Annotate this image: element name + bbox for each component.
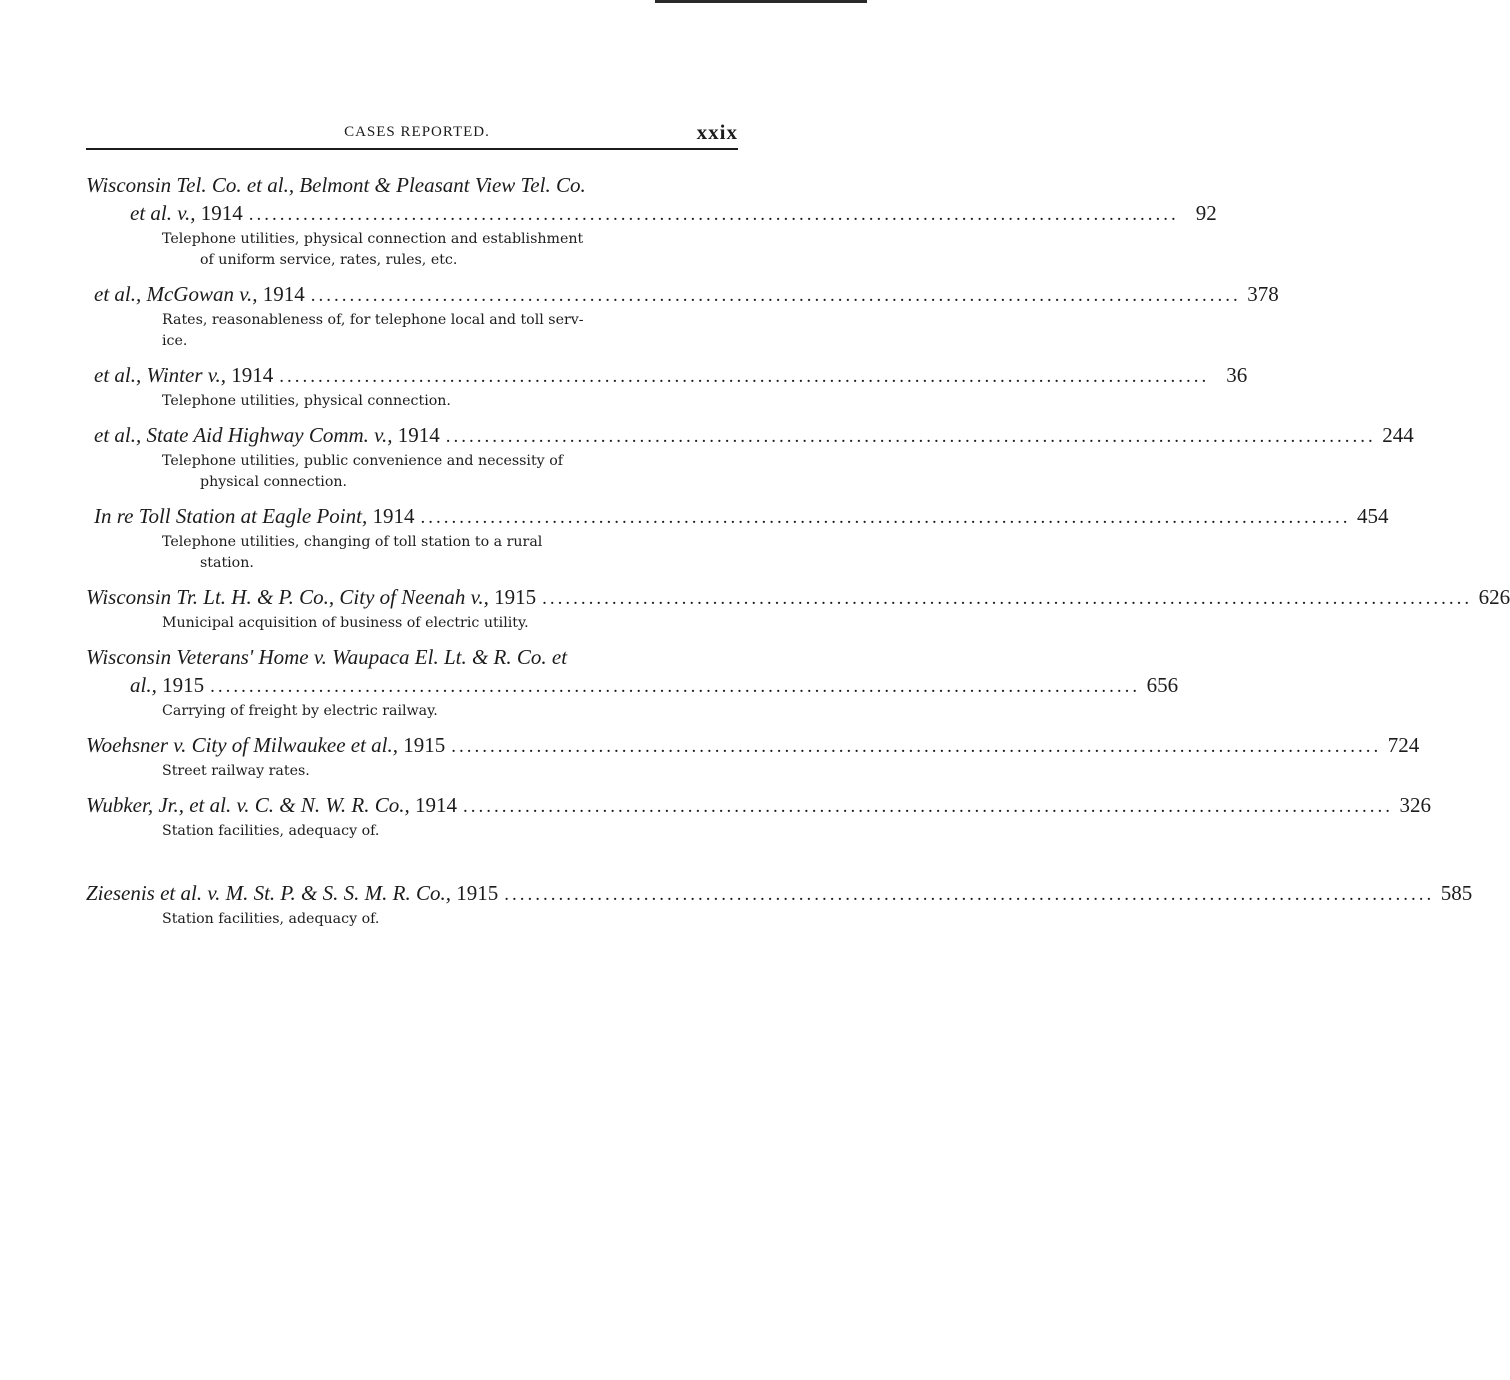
case-title: al., bbox=[130, 673, 157, 697]
case-line bbox=[86, 879, 1473, 909]
case-description bbox=[162, 391, 692, 412]
dot-leader: ........................................................................................................................ bbox=[210, 676, 1141, 697]
description-line: Station facilities, adequacy of. bbox=[162, 911, 380, 927]
case-description bbox=[162, 229, 692, 271]
dot-leader: ........................................................................................................................ bbox=[310, 285, 1241, 306]
description-line: Municipal acquisition of business of electric utility. bbox=[162, 615, 529, 631]
case-line bbox=[86, 502, 1389, 532]
case-entry bbox=[86, 171, 1217, 271]
case-line bbox=[86, 421, 1414, 451]
case-year: 1915 bbox=[494, 585, 537, 609]
case-line bbox=[86, 280, 1279, 310]
case-title: In re Toll Station at Eagle Point, bbox=[94, 504, 368, 528]
case-year: 1915 bbox=[456, 881, 499, 905]
case-entry bbox=[86, 643, 1179, 722]
case-title: Wubker, Jr., et al. v. C. & N. W. R. Co., bbox=[86, 793, 410, 817]
description-line: Carrying of freight by electric railway. bbox=[162, 703, 438, 719]
case-entry bbox=[86, 731, 1420, 782]
case-description bbox=[162, 310, 692, 352]
description-line: Telephone utilities, physical connection and establishment bbox=[162, 231, 584, 247]
case-entry bbox=[86, 791, 1431, 842]
case-entry bbox=[86, 361, 1248, 412]
case-title: et al., State Aid Highway Comm. v., bbox=[94, 423, 393, 447]
case-description bbox=[162, 532, 692, 574]
case-page: 378 bbox=[1247, 282, 1279, 306]
case-page: 326 bbox=[1399, 793, 1431, 817]
running-title: CASES REPORTED. bbox=[344, 124, 490, 140]
case-year: 1914 bbox=[262, 282, 305, 306]
description-line: Rates, reasonableness of, for telephone local and toll serv- bbox=[162, 312, 584, 328]
case-year: 1915 bbox=[403, 733, 446, 757]
case-year: 1914 bbox=[397, 423, 440, 447]
case-description bbox=[162, 451, 692, 493]
case-page: 36 bbox=[1226, 363, 1248, 387]
case-description bbox=[162, 701, 692, 722]
case-title: et al., McGowan v., bbox=[94, 282, 258, 306]
page-number: xxix bbox=[696, 120, 738, 144]
case-title-continuation bbox=[86, 671, 1179, 701]
case-line bbox=[86, 791, 1431, 821]
case-year: 1915 bbox=[162, 673, 205, 697]
dot-leader: ........................................................................................................................ bbox=[504, 884, 1435, 905]
dot-leader: ........................................................................................................................ bbox=[463, 796, 1393, 817]
case-entry bbox=[86, 421, 1414, 493]
case-title: Wisconsin Veterans' Home v. Waupaca El. Lt. & R. Co. et bbox=[86, 645, 568, 669]
case-title: et al. v., bbox=[130, 201, 196, 225]
case-entry bbox=[86, 879, 1473, 930]
case-title-continuation bbox=[86, 199, 1217, 229]
case-page: 454 bbox=[1356, 504, 1389, 528]
case-description bbox=[162, 613, 692, 634]
case-year: 1914 bbox=[372, 504, 415, 528]
case-page: 92 bbox=[1195, 201, 1217, 225]
case-entry bbox=[86, 502, 1389, 574]
description-line: physical connection. bbox=[200, 474, 348, 490]
dot-leader: ........................................................................................................................ bbox=[248, 204, 1179, 225]
description-line: Telephone utilities, public convenience and necessity of bbox=[162, 453, 563, 469]
case-title: Wisconsin Tr. Lt. H. & P. Co., City of Neenah v., bbox=[86, 585, 489, 609]
dot-leader: ........................................................................................................................ bbox=[279, 366, 1210, 387]
case-page: 724 bbox=[1387, 733, 1420, 757]
case-description bbox=[162, 761, 692, 782]
case-entry bbox=[86, 280, 1279, 352]
case-list bbox=[86, 171, 1510, 939]
dot-leader: ........................................................................................................................ bbox=[451, 736, 1382, 757]
dot-leader: ........................................................................................................................ bbox=[420, 507, 1351, 528]
running-header bbox=[86, 120, 738, 146]
case-description bbox=[162, 909, 692, 930]
case-line bbox=[86, 361, 1248, 391]
case-page: 656 bbox=[1146, 673, 1179, 697]
description-line: of uniform service, rates, rules, etc. bbox=[200, 252, 458, 268]
case-description bbox=[162, 821, 692, 842]
description-line: Street railway rates. bbox=[162, 763, 310, 779]
case-line bbox=[86, 583, 1510, 613]
case-entry bbox=[86, 583, 1510, 634]
header-rule bbox=[86, 148, 738, 150]
case-title: Ziesenis et al. v. M. St. P. & S. S. M. R. Co., bbox=[86, 881, 451, 905]
case-page: 585 bbox=[1440, 881, 1473, 905]
description-line: Station facilities, adequacy of. bbox=[162, 823, 380, 839]
case-page: 626 bbox=[1478, 585, 1510, 609]
description-line: ice. bbox=[162, 333, 188, 349]
case-year: 1914 bbox=[200, 201, 243, 225]
case-title: Wisconsin Tel. Co. et al., Belmont & Pleasant View Tel. Co. bbox=[86, 173, 586, 197]
dot-leader: ........................................................................................................................ bbox=[542, 588, 1473, 609]
description-line: station. bbox=[200, 555, 254, 571]
case-title: Woehsner v. City of Milwaukee et al., bbox=[86, 733, 399, 757]
case-page: 244 bbox=[1382, 423, 1414, 447]
case-year: 1914 bbox=[231, 363, 274, 387]
case-year: 1914 bbox=[415, 793, 457, 817]
dot-leader: ........................................................................................................................ bbox=[445, 426, 1376, 447]
page-edge-line bbox=[655, 0, 867, 3]
case-title: et al., Winter v., bbox=[94, 363, 226, 387]
case-line bbox=[86, 731, 1420, 761]
description-line: Telephone utilities, physical connection. bbox=[162, 393, 451, 409]
description-line: Telephone utilities, changing of toll station to a rural bbox=[162, 534, 543, 550]
